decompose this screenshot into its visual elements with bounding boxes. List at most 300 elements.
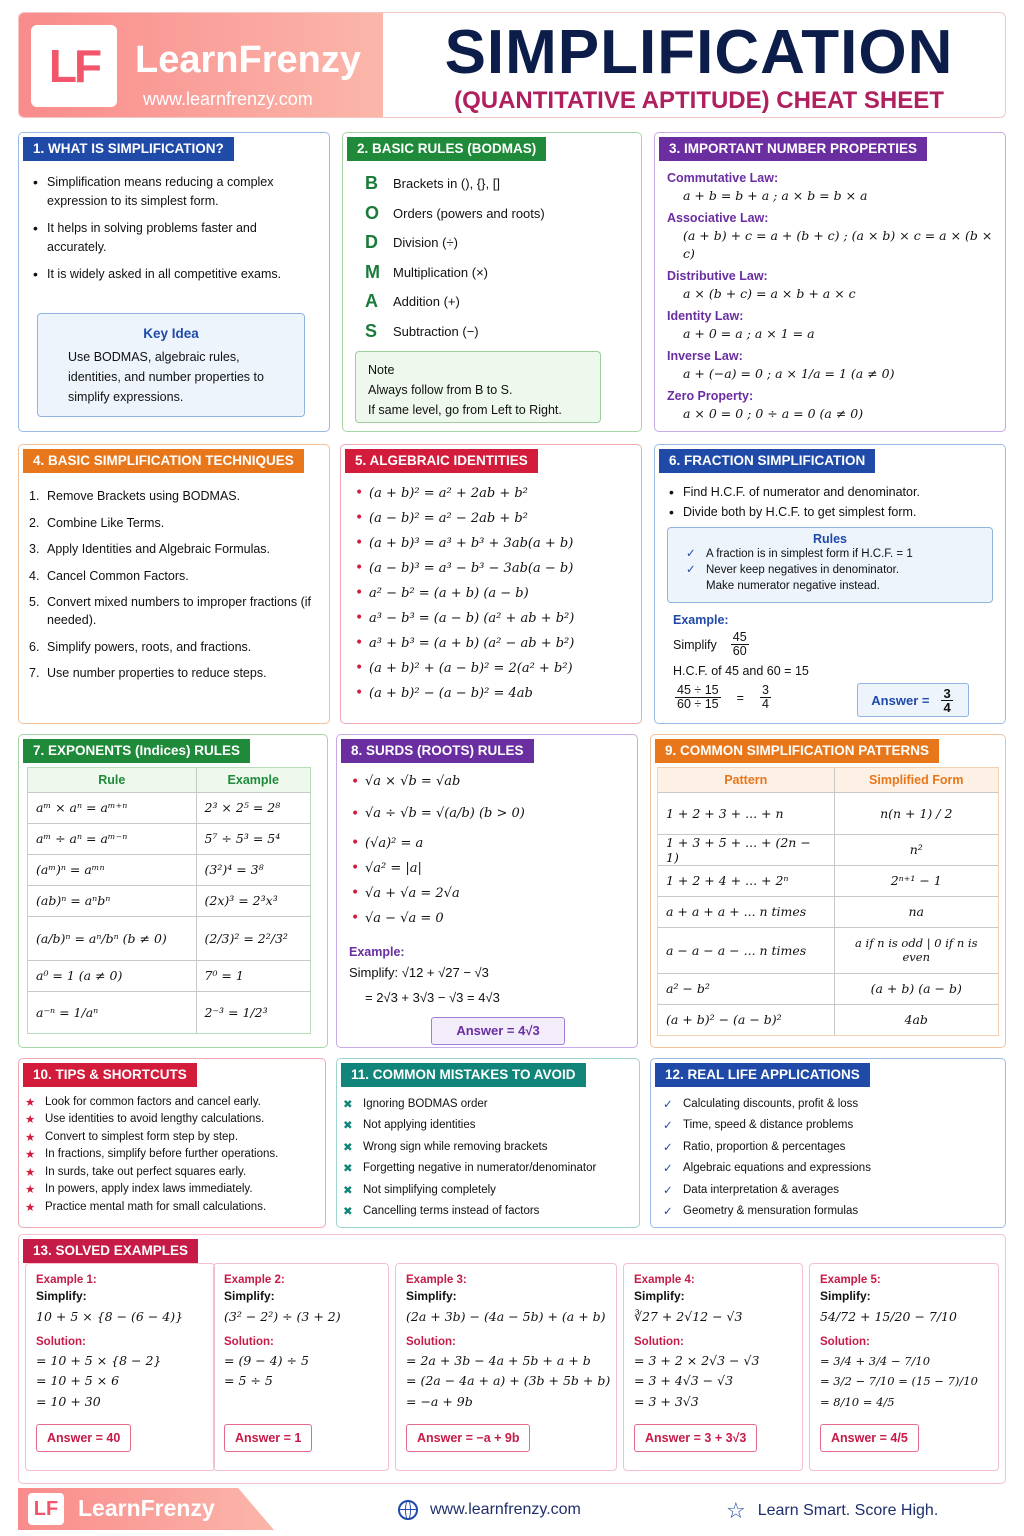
fraction-numerator: 45	[732, 630, 747, 644]
table-row	[658, 792, 998, 834]
identities-list	[351, 481, 631, 706]
list-item	[25, 1146, 315, 1164]
bodmas-row	[365, 287, 631, 317]
solution-label: Solution:	[820, 1335, 870, 1348]
result-numerator: 3	[761, 683, 769, 697]
step-numerator: 45 ÷ 15	[677, 683, 719, 697]
pattern-cell: a − a − a − ... n times	[658, 927, 834, 973]
mistake-text: Forgetting negative in numerator/denominator	[363, 1162, 597, 1175]
table-row	[28, 991, 310, 1033]
property-formula: a × 0 = 0 ; 0 ÷ a = 0 (a ≠ 0)	[683, 406, 864, 421]
header-banner	[18, 12, 1006, 118]
section-12-heading: 12. REAL LIFE APPLICATIONS	[655, 1063, 870, 1087]
table-row	[28, 823, 310, 854]
cross-icon: ✖	[343, 1206, 353, 1219]
pattern-cell: (a + b)² − (a − b)²	[658, 1004, 834, 1035]
key-idea-box	[37, 313, 305, 417]
example-expression: ∛27 + 2√12 − √3	[634, 1309, 743, 1324]
list-item	[343, 1179, 629, 1201]
list-item	[663, 1179, 995, 1201]
list-item: 4. Cancel Common Factors.	[29, 568, 189, 583]
list-item: • It is widely asked in all competitive exams.	[29, 265, 309, 284]
example-expression: 10 + 5 × {8 − (6 − 4)}	[36, 1309, 184, 1324]
form-cell: 4ab	[834, 1004, 998, 1035]
form-cell: n(n + 1) / 2	[834, 792, 998, 834]
star-icon: ★	[25, 1166, 36, 1179]
patterns-table-wrap	[657, 767, 999, 1036]
tip-text: Practice mental math for small calculations.	[45, 1200, 267, 1213]
property-name: Identity Law:	[667, 309, 744, 323]
star-icon: ☆	[726, 1498, 746, 1523]
surd-item: • √a + √a = 2√a	[347, 881, 627, 906]
solution-step: = 2a + 3b − 4a + 5b + a + b	[406, 1352, 591, 1368]
tip-text: Use identities to avoid lengthy calculations.	[45, 1113, 265, 1126]
section-bodmas	[342, 132, 642, 432]
footer-brand-name: LearnFrenzy	[78, 1495, 215, 1521]
simplify-label: Simplify:	[406, 1289, 457, 1303]
brand-name: LearnFrenzy	[135, 39, 361, 81]
mistake-text: Not applying identities	[363, 1119, 476, 1132]
example-cell: 2⁻³ = 1/2³	[196, 991, 310, 1033]
list-item: • Divide both by H.C.F. to get simplest form.	[665, 503, 995, 522]
properties-list	[667, 169, 995, 427]
solution-step: = 3/2 − 7/10 = (15 − 7)/10	[820, 1374, 978, 1388]
bodmas-letter: M	[365, 261, 380, 282]
section-11-heading: 11. COMMON MISTAKES TO AVOID	[341, 1063, 586, 1087]
application-text: Data interpretation & averages	[683, 1183, 839, 1196]
surd-item: • √a ÷ √b = √(a/b) (b > 0)	[347, 797, 627, 831]
tip-text: In fractions, simplify before further operations.	[45, 1148, 279, 1161]
identity-item: • (a + b)² − (a − b)² = 4ab	[351, 681, 631, 706]
surds-list	[347, 767, 627, 931]
mistake-text: Cancelling terms instead of factors	[363, 1205, 540, 1218]
list-item	[663, 1136, 995, 1158]
exponent-table-wrap	[27, 767, 311, 1034]
star-icon: ★	[25, 1201, 36, 1214]
answer-label: Answer =	[871, 692, 930, 708]
list-item: • Simplification means reducing a complex expression to its simplest form.	[29, 173, 309, 211]
pattern-cell: 1 + 2 + 4 + ... + 2ⁿ	[658, 865, 834, 896]
identity-item: • (a + b)² + (a − b)² = 2(a² + b²)	[351, 656, 631, 681]
surd-item: • √a² = |a|	[347, 856, 627, 881]
rule-text: Make numerator negative instead.	[706, 580, 880, 592]
example-cell: (3²)⁴ = 3⁸	[196, 854, 310, 885]
footer-url-text[interactable]: www.learnfrenzy.com	[430, 1501, 581, 1518]
identity-item: • (a + b)² = a² + 2ab + b²	[351, 481, 631, 506]
list-item	[343, 1136, 629, 1158]
bodmas-row	[365, 258, 631, 288]
solution-step: = 3 + 3√3	[634, 1393, 699, 1409]
example-card	[395, 1263, 617, 1471]
list-item	[343, 1093, 629, 1115]
section-10-heading: 10. TIPS & SHORTCUTS	[23, 1063, 197, 1087]
col-header-rule: Rule	[28, 768, 196, 792]
section-fraction-simplification	[654, 444, 1006, 724]
check-icon: ✓	[663, 1184, 673, 1197]
section-3-heading: 3. IMPORTANT NUMBER PROPERTIES	[659, 137, 927, 161]
property-name: Zero Property:	[667, 389, 754, 403]
simplify-label: Simplify:	[224, 1289, 275, 1303]
tip-text: Convert to simplest form step by step.	[45, 1130, 239, 1143]
answer-denominator: 4	[943, 699, 951, 715]
form-cell: (a + b) (a − b)	[834, 973, 998, 1004]
globe-icon	[398, 1500, 418, 1520]
list-item	[25, 1198, 315, 1216]
fraction-denominator: 60	[732, 644, 747, 658]
table-row	[28, 960, 310, 991]
solution-step: = 3 + 2 × 2√3 − √3	[634, 1352, 760, 1368]
rule-text: A fraction is in simplest form if H.C.F. = 1	[706, 548, 913, 560]
pattern-cell: a² − b²	[658, 973, 834, 1004]
pattern-cell: 1 + 3 + 5 + ... + (2n − 1)	[658, 834, 834, 865]
example-cell: 5⁷ ÷ 5³ = 5⁴	[196, 823, 310, 854]
bodmas-row	[365, 228, 631, 258]
form-cell: a if n is odd | 0 if n is even	[834, 927, 998, 973]
table-row	[658, 834, 998, 865]
list-item	[25, 1128, 315, 1146]
solution-label: Solution:	[406, 1335, 456, 1348]
identity-item: • (a + b)³ = a³ + b³ + 3ab(a + b)	[351, 531, 631, 556]
property-name: Commutative Law:	[667, 171, 779, 185]
table-row	[658, 973, 998, 1004]
property-formula: a + (−a) = 0 ; a × 1/a = 1 (a ≠ 0)	[683, 366, 895, 381]
example-expression: 54/72 + 15/20 − 7/10	[820, 1309, 957, 1324]
technique-text: Remove Brackets using BODMAS.	[47, 489, 241, 503]
cross-icon: ✖	[343, 1141, 353, 1154]
section-13-heading: 13. SOLVED EXAMPLES	[23, 1239, 198, 1263]
check-icon: ✓	[663, 1098, 673, 1111]
check-icon: ✓	[663, 1163, 673, 1176]
solution-step: = 10 + 5 × 6	[36, 1373, 120, 1388]
bodmas-row	[365, 169, 631, 199]
technique-text: Cancel Common Factors.	[47, 568, 189, 583]
form-cell: n²	[834, 834, 998, 865]
list-item	[343, 1115, 629, 1137]
form-cell: na	[834, 896, 998, 927]
bodmas-list	[365, 169, 631, 346]
cross-icon: ✖	[343, 1120, 353, 1133]
mistake-text: Not simplifying completely	[363, 1183, 496, 1196]
solution-step: = 10 + 30	[36, 1393, 101, 1409]
property-name: Associative Law:	[667, 211, 769, 225]
example-label: Example 2:	[224, 1274, 285, 1286]
section-solved-examples	[18, 1234, 1006, 1484]
table-row	[28, 916, 310, 960]
solution-step: = 5 ÷ 5	[224, 1373, 273, 1388]
result-denominator: 4	[761, 697, 769, 711]
solution-step: = 10 + 5 × {8 − 2}	[36, 1352, 162, 1368]
check-icon: ✓	[663, 1206, 673, 1219]
property-item	[667, 209, 995, 263]
technique-text: Convert mixed numbers to improper fractions (if needed).	[47, 595, 311, 627]
property-formula: (a + b) + c = a + (b + c) ; (a × b) × c = a × (b × c)	[683, 228, 993, 261]
example-card	[623, 1263, 803, 1471]
identity-item: • (a − b)² = a² − 2ab + b²	[351, 506, 631, 531]
patterns-table	[658, 768, 998, 1035]
rule-text: Never keep negatives in denominator.	[706, 564, 900, 576]
bodmas-text: Addition (+)	[393, 294, 460, 310]
cross-icon: ✖	[343, 1098, 353, 1111]
bodmas-row	[365, 317, 631, 347]
example-label: Example 3:	[406, 1274, 467, 1286]
rule-cell: a⁻ⁿ = 1/aⁿ	[28, 991, 196, 1033]
rule-cell: aᵐ × aⁿ = aᵐ⁺ⁿ	[28, 792, 196, 823]
footer-logo: LF	[28, 1493, 64, 1525]
note-title: Note	[368, 363, 395, 377]
application-text: Time, speed & distance problems	[683, 1119, 854, 1132]
tagline-text: Learn Smart. Score High.	[757, 1502, 939, 1519]
pattern-cell: 1 + 2 + 3 + ... + n	[658, 792, 834, 834]
section-number-properties	[654, 132, 1006, 432]
section-5-heading: 5. ALGEBRAIC IDENTITIES	[345, 449, 538, 473]
example-card	[809, 1263, 999, 1471]
identity-item: • (a − b)³ = a³ − b³ − 3ab(a − b)	[351, 556, 631, 581]
bodmas-letter: D	[365, 232, 378, 253]
list-item	[25, 1181, 315, 1199]
star-icon: ★	[25, 1184, 36, 1197]
rule-cell: aᵐ ÷ aⁿ = aᵐ⁻ⁿ	[28, 823, 196, 854]
property-item	[667, 267, 995, 303]
example-cell: 2³ × 2⁵ = 2⁸	[196, 792, 310, 823]
technique-text: Combine Like Terms.	[47, 515, 165, 530]
tip-text: Look for common factors and cancel early.	[45, 1095, 261, 1108]
list-item: 5. Convert mixed numbers to improper fractions (if needed).	[29, 593, 319, 629]
example-card	[25, 1263, 215, 1471]
example-cell: (2x)³ = 2³x³	[196, 885, 310, 916]
application-text: Calculating discounts, profit & loss	[683, 1097, 859, 1110]
star-icon: ★	[25, 1096, 36, 1109]
list-item: • It helps in solving problems faster and accurately.	[29, 219, 309, 257]
identity-item: • a³ + b³ = (a + b) (a² − ab + b²)	[351, 631, 631, 656]
col-header-pattern: Pattern	[658, 768, 834, 792]
mistake-text: Ignoring BODMAS order	[363, 1097, 488, 1110]
list-item: 1. Remove Brackets using BODMAS.	[29, 489, 241, 503]
table-row	[658, 1004, 998, 1035]
table-row	[28, 792, 310, 823]
check-icon: ✓	[663, 1141, 673, 1154]
example-label: Example 4:	[634, 1274, 695, 1286]
property-formula: a × (b + c) = a × b + a × c	[683, 286, 856, 301]
col-header-example: Example	[227, 772, 279, 787]
example-line: = 2√3 + 3√3 − √3 = 4√3	[365, 990, 500, 1005]
application-text: Geometry & mensuration formulas	[683, 1205, 859, 1218]
list-item	[25, 1093, 315, 1111]
simplify-label: Simplify	[673, 637, 717, 652]
section-algebraic-identities	[340, 444, 642, 724]
simplify-label: Simplify:	[634, 1289, 685, 1303]
rules-title: Rules	[812, 532, 848, 546]
rule-cell: a⁰ = 1 (a ≠ 0)	[28, 960, 196, 991]
list-item: 2. Combine Like Terms.	[29, 515, 165, 530]
solution-label: Solution:	[224, 1335, 274, 1348]
footer-tagline	[726, 1498, 938, 1524]
example-expression: (3² − 2²) ÷ (3 + 2)	[224, 1309, 341, 1324]
answer-box: Answer = 1	[224, 1424, 312, 1452]
step-denominator: 60 ÷ 15	[677, 697, 719, 711]
section-tips	[18, 1058, 326, 1228]
answer-box: Answer = 40	[36, 1424, 131, 1452]
brand-panel	[19, 13, 383, 118]
example-line: Simplify: √12 + √27 − √3	[349, 965, 489, 980]
rule-cell: (a/b)ⁿ = aⁿ/bⁿ (b ≠ 0)	[28, 916, 196, 960]
section-1-bullets	[29, 173, 309, 292]
list-item	[25, 1163, 315, 1181]
identity-item: • a³ − b³ = (a − b) (a² + ab + b²)	[351, 606, 631, 631]
answer-box: Answer = 3 + 3√3	[634, 1424, 757, 1452]
list-item	[343, 1158, 629, 1180]
bodmas-text: Multiplication (×)	[393, 264, 489, 280]
example-cell: 7⁰ = 1	[196, 960, 310, 991]
list-item	[663, 1093, 995, 1115]
cross-icon: ✖	[343, 1163, 353, 1176]
bodmas-letter: B	[365, 173, 378, 194]
note-line-1: Always follow from B to S.	[368, 383, 513, 397]
bodmas-text: Subtraction (−)	[393, 323, 479, 339]
surd-item: • √a − √a = 0	[347, 906, 627, 931]
surd-item: • (√a)² = a	[347, 831, 627, 856]
bodmas-text: Brackets in (), {}, []	[393, 176, 500, 192]
exponent-table	[28, 768, 310, 1033]
solution-step: = 3 + 4√3 − √3	[634, 1373, 734, 1388]
table-row	[658, 927, 998, 973]
section-2-heading: 2. BASIC RULES (BODMAS)	[347, 137, 546, 161]
check-icon: ✓	[686, 548, 696, 560]
example-cell: (2/3)² = 2²/3²	[196, 916, 310, 960]
rule-cell: (ab)ⁿ = aⁿbⁿ	[28, 885, 196, 916]
bodmas-note	[355, 351, 601, 423]
property-formula: a + b = b + a ; a × b = b × a	[683, 188, 868, 203]
section-surds-rules	[336, 734, 638, 1048]
tips-list	[25, 1093, 315, 1216]
table-row	[658, 896, 998, 927]
list-item	[663, 1158, 995, 1180]
identity-item: • a² − b² = (a + b) (a − b)	[351, 581, 631, 606]
list-item: 7. Use number properties to reduce steps.	[29, 666, 267, 680]
list-item	[663, 1201, 995, 1223]
key-idea-title: Key Idea	[143, 326, 199, 341]
page-subtitle: (QUANTITATIVE APTITUDE) CHEAT SHEET	[454, 87, 944, 114]
list-item	[663, 1115, 995, 1137]
check-icon: ✓	[686, 564, 696, 576]
tip-text: In surds, take out perfect squares early.	[45, 1165, 247, 1178]
mistake-text: Wrong sign while removing brackets	[363, 1140, 548, 1153]
answer-numerator: 3	[943, 685, 951, 701]
tip-text: In powers, apply index laws immediately.	[45, 1183, 253, 1196]
property-formula: a + 0 = a ; a × 1 = a	[683, 326, 815, 341]
brand-logo: LF	[31, 25, 117, 107]
cross-icon: ✖	[343, 1184, 353, 1197]
property-item	[667, 387, 995, 423]
fraction-rules-box	[667, 527, 993, 603]
page-title: SIMPLIFICATION	[444, 18, 954, 87]
property-name: Inverse Law:	[667, 349, 743, 363]
bodmas-text: Division (÷)	[393, 235, 458, 251]
example-expression: (2a + 3b) − (4a − 5b) + (a + b)	[406, 1309, 606, 1324]
solution-step: = 8/10 = 4/5	[820, 1394, 895, 1409]
property-item	[667, 307, 995, 343]
check-icon: ✓	[663, 1120, 673, 1133]
list-item: • Find H.C.F. of numerator and denominator.	[665, 483, 995, 502]
property-item	[667, 169, 995, 205]
example-label: Example 1:	[36, 1274, 97, 1286]
application-text: Ratio, proportion & percentages	[683, 1140, 846, 1153]
section-exponent-rules	[18, 734, 328, 1048]
section-common-mistakes	[336, 1058, 640, 1228]
solution-step: = 3/4 + 3/4 − 7/10	[820, 1353, 931, 1368]
solution-label: Solution:	[634, 1335, 684, 1348]
surd-example	[349, 945, 629, 1005]
solution-label: Solution:	[36, 1335, 86, 1348]
solution-step: = −a + 9b	[406, 1393, 473, 1409]
section-8-heading: 8. SURDS (ROOTS) RULES	[341, 739, 534, 763]
fraction-bullets	[665, 483, 995, 530]
section-7-heading: 7. EXPONENTS (Indices) RULES	[23, 739, 250, 763]
star-icon: ★	[25, 1114, 36, 1127]
property-name: Distributive Law:	[667, 269, 768, 283]
bodmas-letter: S	[365, 320, 378, 341]
section-techniques	[18, 444, 330, 724]
bodmas-letter: O	[365, 202, 380, 223]
bodmas-text: Orders (powers and roots)	[393, 205, 545, 221]
list-item	[25, 1111, 315, 1129]
example-label: Example:	[673, 613, 729, 627]
technique-text: Simplify powers, roots, and fractions.	[47, 639, 252, 654]
techniques-list	[29, 487, 319, 691]
rule-cell: (aᵐ)ⁿ = aᵐⁿ	[28, 854, 196, 885]
solution-step: = (9 − 4) ÷ 5	[224, 1352, 309, 1368]
example-label: Example:	[349, 945, 405, 959]
form-cell: 2ⁿ⁺¹ − 1	[834, 865, 998, 896]
technique-text: Use number properties to reduce steps.	[47, 666, 267, 680]
surd-item: • √a × √b = √ab	[347, 767, 627, 797]
mistakes-list	[343, 1093, 629, 1222]
bodmas-row	[365, 199, 631, 229]
pattern-cell: a + a + a + ... n times	[658, 896, 834, 927]
section-9-heading: 9. COMMON SIMPLIFICATION PATTERNS	[655, 739, 939, 763]
key-idea-text: Use BODMAS, algebraic rules, identities, and number properties to simplify expressions.	[68, 350, 264, 404]
brand-url[interactable]: www.learnfrenzy.com	[143, 89, 313, 109]
section-what-is-simplification	[18, 132, 330, 432]
footer-url[interactable]	[398, 1500, 581, 1520]
fraction-example: Example: Simplify $\frac{45}{60}$ H.C.F. of 45 and 60 = 15 $\frac{45 \div 15}{60 \div 15}$ = $\frac{3}{4}$	[673, 613, 993, 711]
simplify-label: Simplify:	[820, 1289, 871, 1303]
list-item: 6. Simplify powers, roots, and fractions.	[29, 639, 252, 654]
section-4-heading: 4. BASIC SIMPLIFICATION TECHNIQUES	[23, 449, 304, 473]
answer-box: Answer = 4/5	[820, 1424, 919, 1452]
table-row	[28, 854, 310, 885]
table-row	[658, 865, 998, 896]
answer-box: Answer = −a + 9b	[406, 1424, 530, 1452]
table-row	[28, 885, 310, 916]
list-item	[343, 1201, 629, 1223]
hcf-line: H.C.F. of 45 and 60 = 15	[673, 664, 809, 678]
surd-answer-box: Answer = 4√3	[431, 1017, 565, 1045]
simplify-label: Simplify:	[36, 1289, 87, 1303]
section-6-heading: 6. FRACTION SIMPLIFICATION	[659, 449, 875, 473]
bodmas-letter: A	[365, 291, 378, 312]
applications-list	[663, 1093, 995, 1222]
list-item: 3. Apply Identities and Algebraic Formulas.	[29, 542, 271, 556]
example-card	[213, 1263, 389, 1471]
section-real-life	[650, 1058, 1006, 1228]
note-line-2: If same level, go from Left to Right.	[368, 403, 562, 417]
col-header-form: Simplified Form	[869, 772, 964, 787]
star-icon: ★	[25, 1149, 36, 1162]
section-1-heading: 1. WHAT IS SIMPLIFICATION?	[23, 137, 234, 161]
fraction-answer-box	[857, 683, 969, 717]
section-common-patterns	[650, 734, 1006, 1048]
property-item	[667, 347, 995, 383]
